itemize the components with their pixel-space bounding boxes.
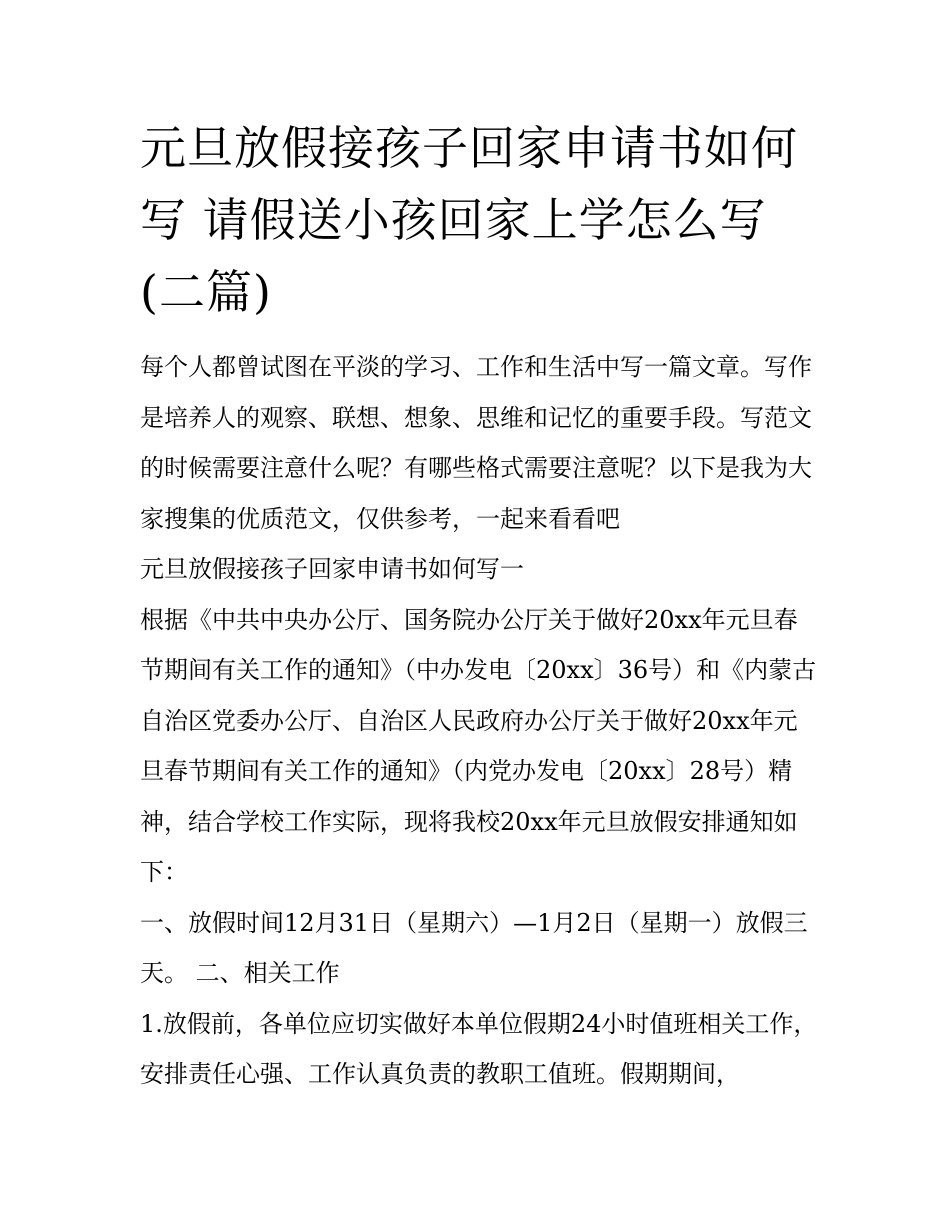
document-content	[140, 112, 820, 1100]
paragraph-holiday-time: 一、放假时间12月31日（星期六）—1月2日（星期一）放假三天。 二、相关工作	[140, 908, 808, 987]
paragraph-intro: 每个人都曾试图在平淡的学习、工作和生活中写一篇文章。写作是培养人的观察、联想、想象、思维和记忆的重要手段。写范文的时候需要注意什么呢？有哪些格式需要注意呢？以下是我为大家搜集的优质范文，仅供参考，一起来看看吧	[140, 353, 812, 533]
paragraph-section-heading: 元旦放假接孩子回家申请书如何写一	[140, 555, 524, 583]
paragraph-duty: 1.放假前，各单位应切实做好本单位假期24小时值班相关工作，安排责任心强、工作认真负责的教职工值班。假期期间，	[140, 1009, 818, 1088]
paragraph-basis: 根据《中共中央办公厅、国务院办公厅关于做好20xx年元旦春节期间有关工作的通知》（中办发电〔20xx〕36号）和《内蒙古自治区党委办公厅、自治区人民政府办公厅关于做好20xx年元旦春节期间有关工作的通知》（内党办发电〔20xx〕28号）精神，结合学校工作实际，现将我校20xx年元旦放假安排通知如下：	[140, 605, 817, 886]
document-title: 元旦放假接孩子回家申请书如何写 请假送小孩回家上学怎么写(二篇)	[140, 121, 798, 319]
